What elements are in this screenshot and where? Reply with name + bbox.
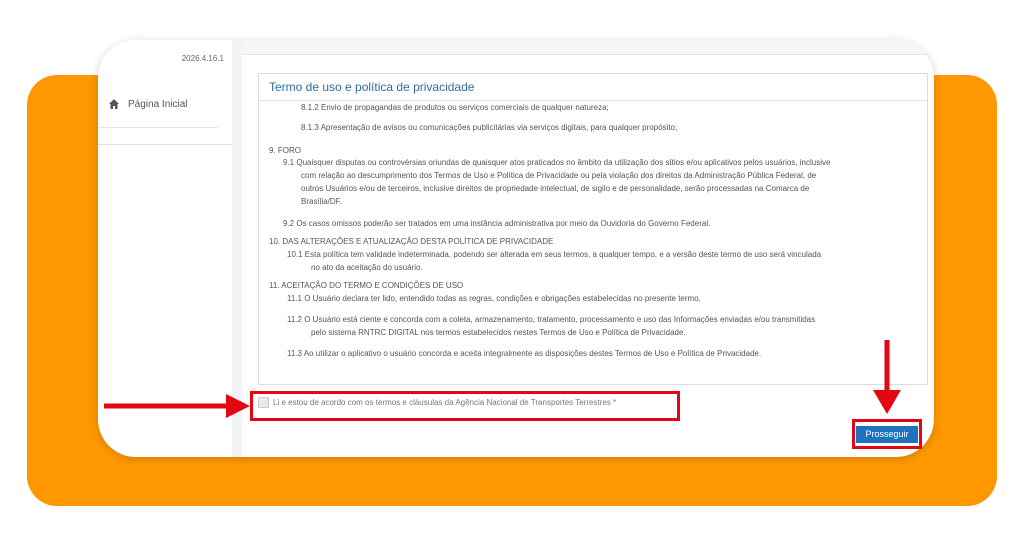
terms-line: 9. FORO (269, 146, 302, 155)
terms-line: 10. DAS ALTERAÇÕES E ATUALIZAÇÃO DESTA POLÍTICA DE PRIVACIDADE (269, 237, 554, 246)
terms-line: pelo sistema RNTRC DIGITAL nos termos estabelecidos nestes Termos de Uso e Política de Privacidade. (311, 328, 686, 337)
sidebar-item-label: Página Inicial (128, 98, 188, 110)
terms-line: 9.1 Quaisquer disputas ou controvérsias oriundas de quaisquer atos praticados no âmbito da utilização dos sítios e/ou aplicativos pelos usuários, inclusive (283, 158, 831, 167)
agreement-label[interactable]: Li e estou de acordo com os termos e cláusulas da Agência Nacional de Transportes Terrestres * (273, 398, 617, 407)
terms-line: com relação ao descumprimento dos Termos de Uso e Política de Privacidade ou pela violação dos direitos da Administração Pública Federal, de (301, 171, 817, 180)
down-arrow (873, 340, 901, 414)
terms-line: 11.3 Ao utilizar o aplicativo o usuário concorda e aceita integralmente as disposições destes Termos de Uso e Política de Privacidade. (287, 349, 762, 358)
terms-line: 8.1.3 Apresentação de avisos ou comunicações publicitárias via serviços digitais, para qualquer propósito; (301, 123, 678, 132)
terms-line: Brasília/DF. (301, 197, 342, 206)
terms-line: 8.1.2 Envio de propagandas de produtos ou serviços comerciais de qualquer natureza; (301, 103, 609, 112)
page-title: Termo de uso e política de privacidade (259, 74, 927, 101)
terms-line: 11.1 O Usuário declara ter lido, entendido todas as regras, condições e obrigações estabelecidas no presente termo. (287, 294, 701, 303)
terms-line: 9.2 Os casos omissos poderão ser tratados em uma instância administrativa por meio da Ouvidoria do Governo Federal. (283, 219, 711, 228)
terms-line: 11.2 O Usuário está ciente e concorda com a coleta, armazenamento, tratamento, processamento e uso das Informações enviadas e/ou transmitidas (287, 315, 816, 324)
terms-line: no ato da aceitação do usuário. (311, 263, 423, 272)
left-arrow (104, 394, 250, 418)
terms-line: 10.1 Esta política tem validade indeterminada, podendo ser alterada em seus termos, a qualquer tempo, e a versão deste termo de uso será vinculada (287, 250, 822, 259)
proceed-button[interactable]: Prosseguir (856, 426, 918, 443)
terms-line: outros Usuários e/ou de terceiros, inclusive direitos de propriedade intelectual, de sigilo e de personalidade, serão processadas na Comarca de (301, 184, 810, 193)
terms-line: 11. ACEITAÇÃO DO TERMO E CONDIÇÕES DE USO (269, 281, 464, 290)
app-version: 2026.4.16.1 (181, 54, 224, 63)
